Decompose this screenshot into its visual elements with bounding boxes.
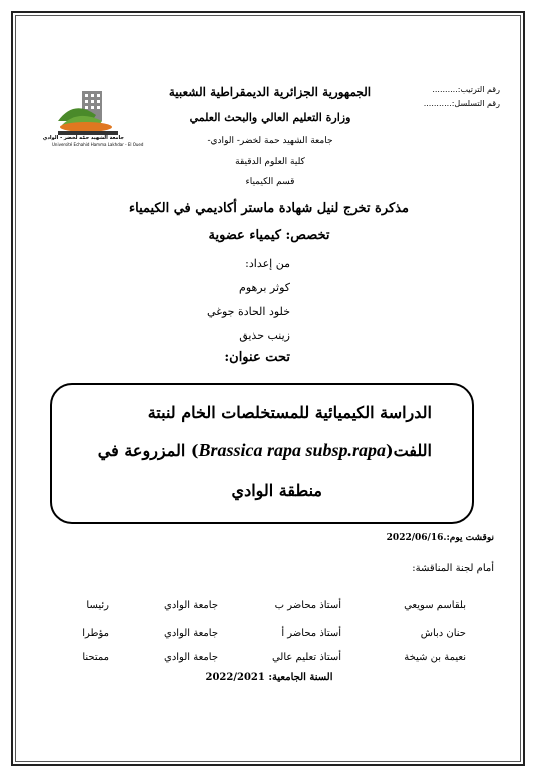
member-2-name: حنان دباش [420, 628, 466, 639]
faculty-name: كلية العلوم الدقيقة [235, 157, 305, 167]
author-2: خلود الحادة جوغي [207, 305, 290, 318]
member-3-affiliation: جامعة الوادي [164, 652, 218, 663]
ministry-name: وزارة التعليم العالي والبحث العلمي [189, 111, 351, 124]
order-number: رقم الترتيب:.......... [432, 85, 500, 94]
university-name: جامعة الشهيد حمة لخضر- الوادي- [207, 136, 333, 146]
thesis-purpose: مذكرة تخرج لنيل شهادة ماستر أكاديمي في الكيمياء [129, 201, 409, 216]
defense-date-label: نوقشت يوم: [446, 533, 494, 543]
thesis-title-latin: Brassica rapa subsp.rapa [198, 440, 386, 460]
thesis-title-line-3: منطقة الوادي [231, 481, 322, 500]
academic-year-label: السنة الجامعية: [268, 672, 333, 683]
member-1-rank: أستاذ محاضر ب [274, 600, 341, 611]
thesis-title-line-2-post: ) المزروعة في [97, 441, 199, 460]
university-logo [42, 85, 144, 149]
member-3-name: نعيمة بن شيخة [404, 652, 466, 663]
prepared-by-label: من إعداد: [245, 257, 290, 270]
defense-date [387, 533, 494, 543]
thesis-title-line-1: الدراسة الكيميائية للمستخلصات الخام لنبتة [147, 403, 432, 422]
thesis-title-line-2 [98, 440, 432, 461]
member-3-rank: أستاذ تعليم عالي [271, 652, 341, 663]
member-2-affiliation: جامعة الوادي [164, 628, 218, 639]
republic-name: الجمهورية الجزائرية الديمقراطية الشعبية [168, 85, 372, 99]
department-name: قسم الكيمياء [245, 177, 295, 187]
thesis-title-line-2-pre: اللفت( [386, 441, 432, 460]
member-1-affiliation: جامعة الوادي [164, 600, 218, 611]
member-1-name: بلقاسم سويعي [404, 600, 466, 611]
specialty: تخصص: كيمياء عضوية [208, 228, 330, 243]
committee-label: أمام لجنة المناقشة: [412, 563, 494, 574]
author-1: كوثر برهوم [239, 281, 290, 294]
member-2-rank: أستاذ محاضر أ [281, 628, 341, 639]
academic-year [0, 672, 538, 683]
academic-year-value: 2022/2021 [205, 672, 265, 683]
author-3: زينب حذيق [239, 329, 290, 342]
member-2-role: مؤطرا [82, 628, 109, 639]
title-label: تحت عنوان: [224, 350, 290, 365]
thesis-title-box [50, 383, 474, 524]
logo-caption-ar: جامعة الشهيد حمّه لخضر - الوادي [42, 135, 124, 141]
member-1-role: رئيسا [86, 600, 109, 611]
logo-caption-en: Université Echahid Hamma Lakhdar - El Oued [52, 142, 144, 147]
member-3-role: ممتحنا [82, 652, 109, 663]
serial-number: رقم التسلسل:........... [423, 99, 500, 108]
defense-date-value: 2022/06/16. [386, 533, 447, 543]
